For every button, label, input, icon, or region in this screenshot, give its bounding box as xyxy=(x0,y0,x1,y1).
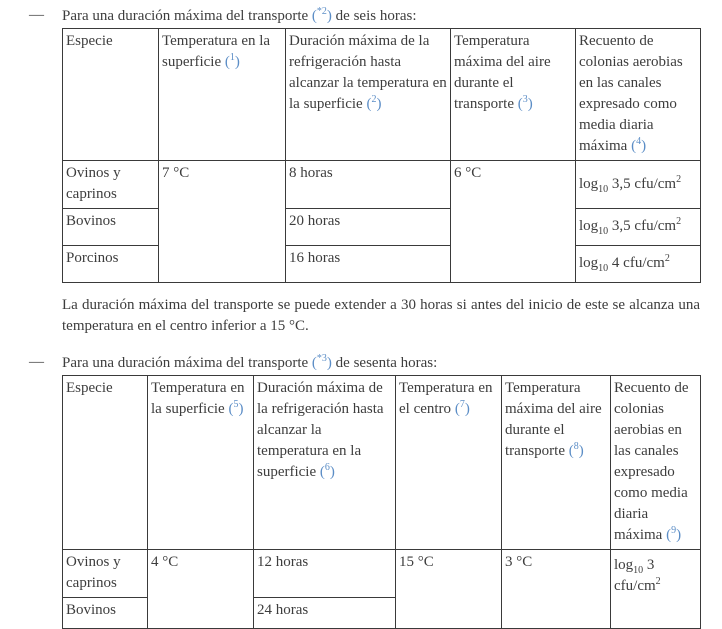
footnote-ref-5[interactable]: ($^5$) xyxy=(228,399,244,417)
header-duracion-refrigeracion: Duración máxima de la refrigeración hasta alcanzar la temperatura en la superficie ($^6$) xyxy=(254,376,396,550)
header-duracion-refrigeracion: Duración máxima de la refrigeración hasta alcanzar la temperatura en la superficie ($^2$) xyxy=(286,29,451,161)
cell-duracion-bovinos: 24 horas xyxy=(254,598,396,629)
cell-temp-superficie: 4 °C xyxy=(148,550,254,629)
header-recuento-colonias: Recuento de colonias aerobias en las canales expresado como media diaria máxima ($^4$) xyxy=(576,29,701,161)
header-especie: Especie xyxy=(63,29,159,161)
cell-duracion-ovinos: 12 horas xyxy=(254,550,396,598)
header-temp-superficie: Temperatura en la superficie ($^5$) xyxy=(148,376,254,550)
dash-marker: — xyxy=(29,354,44,370)
footnote-ref-8[interactable]: ($^8$) xyxy=(568,441,584,459)
table-row-bovinos xyxy=(63,209,701,246)
footnote-ref-1[interactable]: ($^1$) xyxy=(224,52,240,70)
table-sixty-hours xyxy=(62,375,701,629)
note-paragraph: La duración máxima del transporte se puede extender a 30 horas si antes del inicio de este se alcanza una temperatura en el centro inferior a 15 °C. xyxy=(62,297,700,334)
list-item-sixty-hours xyxy=(29,353,702,374)
cell-duracion-bovinos: 20 horas xyxy=(286,209,451,246)
header-temp-centro: Temperatura en el centro ($^7$) xyxy=(396,376,502,550)
footnote-ref-star3[interactable]: ($^{*3}$) xyxy=(311,353,332,371)
cell-temp-aire: 6 °C xyxy=(451,161,576,283)
footnote-ref-3[interactable]: ($^3$) xyxy=(517,94,533,112)
cell-recuento-porcinos: $\log_{10} 4$ cfu/$cm^2$ xyxy=(576,246,701,283)
cell-recuento-ovinos: $\log_{10} 3,5$ cfu/$cm^2$ xyxy=(576,161,701,209)
list-item-text xyxy=(62,355,437,371)
footnote-ref-6[interactable]: ($^6$) xyxy=(319,462,335,480)
cell-temp-centro: 15 °C xyxy=(396,550,502,629)
intro-text-pre: Para una duración máxima del transporte xyxy=(62,8,312,24)
table-row-ovinos xyxy=(63,161,701,209)
header-especie: Especie xyxy=(63,376,148,550)
intro-text-post: de seis horas: xyxy=(331,8,417,24)
header-temp-aire: Temperatura máxima del aire durante el transporte ($^3$) xyxy=(451,29,576,161)
cell-especie-bovinos: Bovinos xyxy=(63,209,159,246)
list-item-six-hours xyxy=(29,6,702,27)
footnote-ref-7[interactable]: ($^7$) xyxy=(454,399,470,417)
footnote-ref-4[interactable]: ($^4$) xyxy=(631,136,647,154)
table-six-hours xyxy=(62,28,701,283)
header-temp-superficie: Temperatura en la superficie ($^1$) xyxy=(159,29,286,161)
cell-duracion-ovinos: 8 horas xyxy=(286,161,451,209)
table-row-ovinos xyxy=(63,550,701,598)
table-header-row xyxy=(63,29,701,161)
table-header-row xyxy=(63,376,701,550)
header-recuento-colonias: Recuento de colonias aerobias en las canales expresado como media diaria máxima ($^9$) xyxy=(611,376,701,550)
cell-especie-porcinos: Porcinos xyxy=(63,246,159,283)
intro-text-post: de sesenta horas: xyxy=(331,355,438,371)
cell-temp-superficie: 7 °C xyxy=(159,161,286,283)
cell-especie-ovinos: Ovinos y caprinos xyxy=(63,550,148,598)
cell-temp-aire: 3 °C xyxy=(502,550,611,629)
cell-recuento: $\log_{10} 3$ cfu/$cm^2$ xyxy=(611,550,701,629)
list-item-text xyxy=(62,8,417,24)
footnote-ref-star2[interactable]: ($^{*2}$) xyxy=(311,6,332,24)
cell-recuento-bovinos: $\log_{10} 3,5$ cfu/$cm^2$ xyxy=(576,209,701,246)
intro-text-pre: Para una duración máxima del transporte xyxy=(62,355,312,371)
table-row-porcinos xyxy=(63,246,701,283)
header-temp-aire: Temperatura máxima del aire durante el transporte ($^8$) xyxy=(502,376,611,550)
cell-especie-ovinos: Ovinos y caprinos xyxy=(63,161,159,209)
cell-duracion-porcinos: 16 horas xyxy=(286,246,451,283)
cell-especie-bovinos: Bovinos xyxy=(63,598,148,629)
footnote-ref-9[interactable]: ($^9$) xyxy=(666,525,682,543)
footnote-ref-2[interactable]: ($^2$) xyxy=(366,94,382,112)
dash-marker: — xyxy=(29,7,44,23)
